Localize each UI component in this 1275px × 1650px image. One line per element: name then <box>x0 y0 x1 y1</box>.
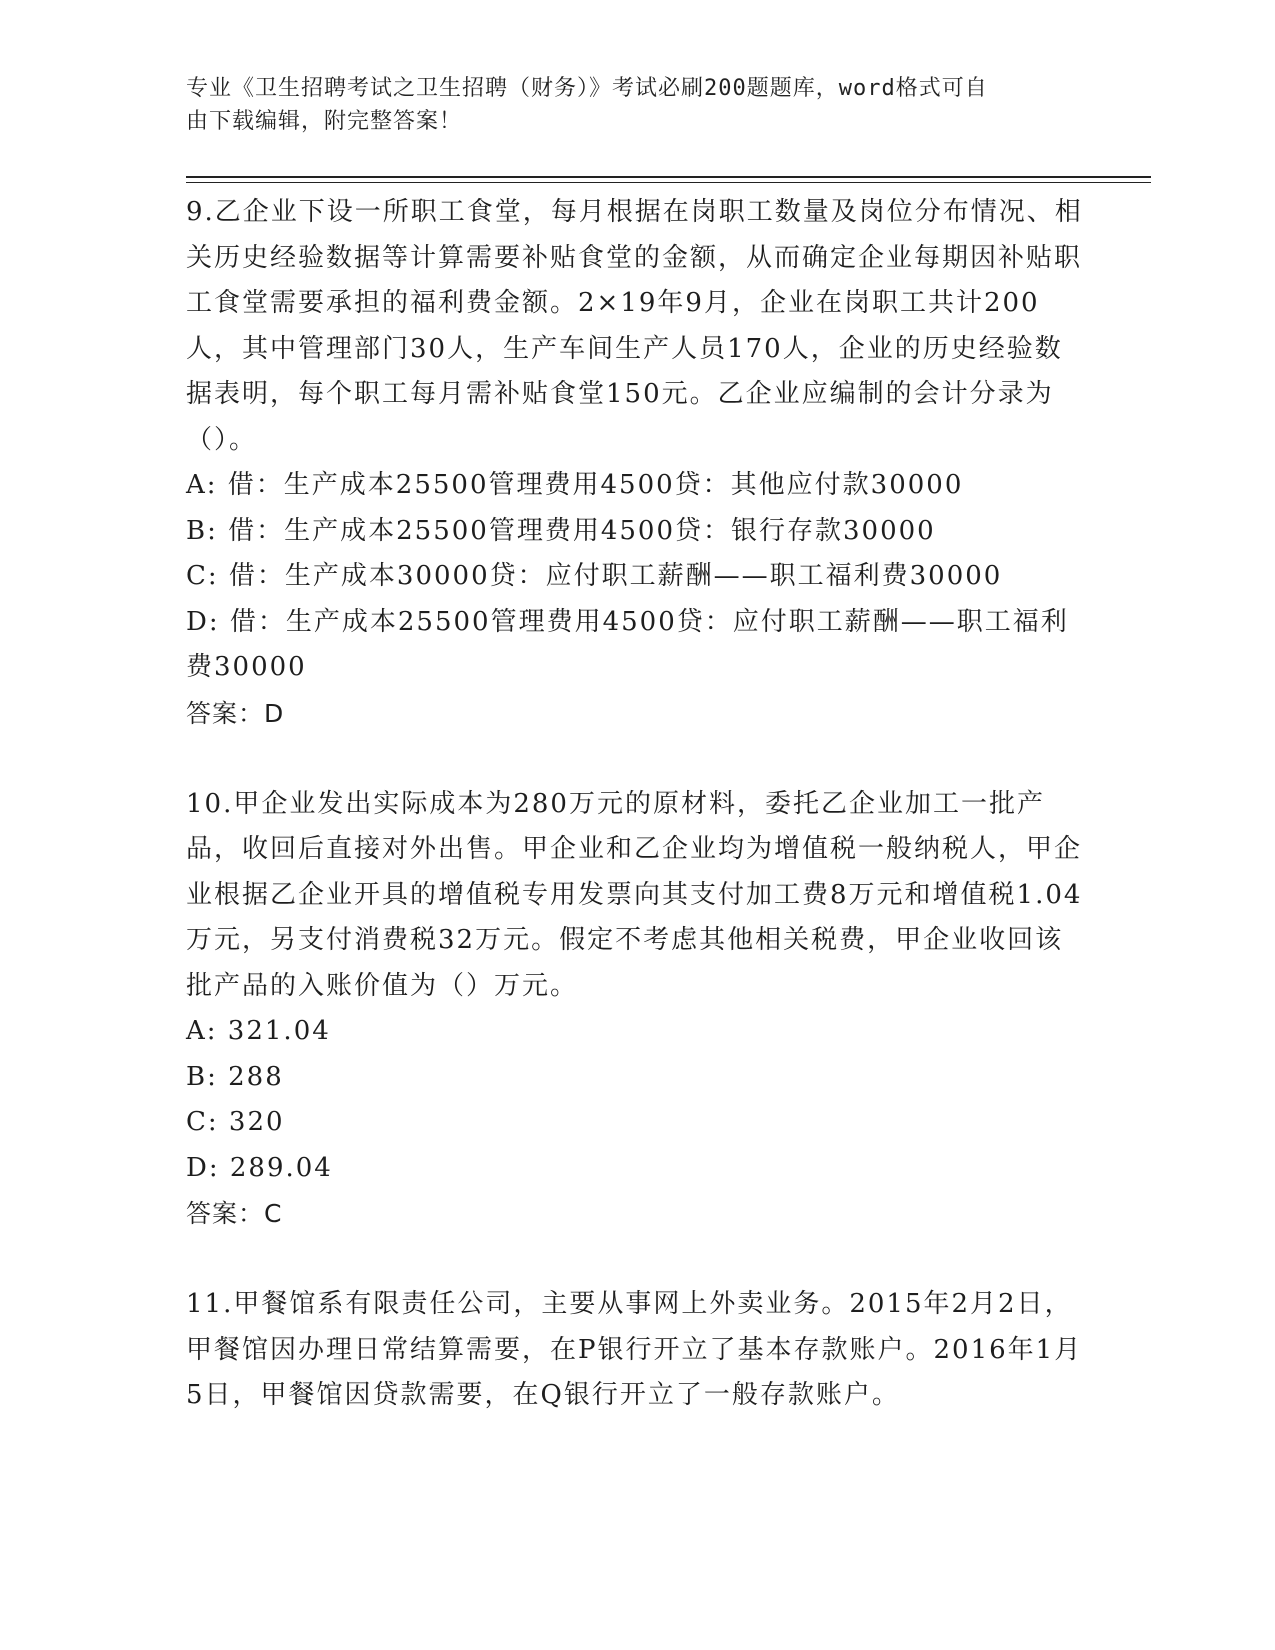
header-divider-thin <box>186 182 1151 183</box>
option-d: D: 借：生产成本25500管理费用4500贷：应付职工薪酬——职工福利费30000 <box>186 606 1069 682</box>
option-b: B: 借：生产成本25500管理费用4500贷：银行存款30000 <box>186 515 936 546</box>
answer: 答案：C <box>186 1199 283 1228</box>
option-a: A: 321.04 <box>186 1016 331 1046</box>
question-list <box>186 190 1086 1419</box>
question-11 <box>186 1282 1086 1419</box>
header-line-1: 专业《卫生招聘考试之卫生招聘（财务）》考试必刷200题题库，word格式可自 <box>186 76 988 101</box>
option-a: A: 借：生产成本25500管理费用4500贷：其他应付款30000 <box>186 470 964 500</box>
option-c: C: 借：生产成本30000贷：应付职工薪酬——职工福利费30000 <box>186 561 1003 591</box>
question-stem: 11.甲餐馆系有限责任公司，主要从事网上外卖业务。2015年2月2日，甲餐馆因办理日常结算需要，在P银行开立了基本存款账户。2016年1月5日，甲餐馆因贷款需要，在Q银行开立了一般存款账户。 <box>186 1289 1083 1410</box>
question-9 <box>186 190 1086 736</box>
question-10 <box>186 782 1086 1237</box>
header-divider-thick <box>186 176 1151 178</box>
page-header <box>186 72 1066 138</box>
option-c: C: 320 <box>186 1107 285 1137</box>
question-spacer <box>186 1237 1086 1283</box>
question-stem: 9.乙企业下设一所职工食堂，每月根据在岗职工数量及岗位分布情况、相关历史经验数据等计算需要补贴食堂的金额，从而确定企业每期因补贴职工食堂需要承担的福利费金额。2×19年9月，企业在岗职工共计200人，其中管理部门30人，生产车间生产人员170人，企业的历史经验数据表明，每个职工每月需补贴食堂150元。乙企业应编制的会计分录为（）。 <box>186 197 1083 455</box>
option-b: B: 288 <box>186 1061 284 1092</box>
option-d: D: 289.04 <box>186 1152 333 1183</box>
answer: 答案：D <box>186 698 285 728</box>
question-spacer <box>186 736 1086 782</box>
question-stem: 10.甲企业发出实际成本为280万元的原材料，委托乙企业加工一批产品，收回后直接对外出售。甲企业和乙企业均为增值税一般纳税人，甲企业根据乙企业开具的增值税专用发票向其支付加工费8万元和增值税1.04万元，另支付消费税32万元。假定不考虑其他相关税费，甲企业收回该批产品的入账价值为（）万元。 <box>186 788 1083 1001</box>
header-line-2: 由下载编辑，附完整答案！ <box>186 109 463 134</box>
